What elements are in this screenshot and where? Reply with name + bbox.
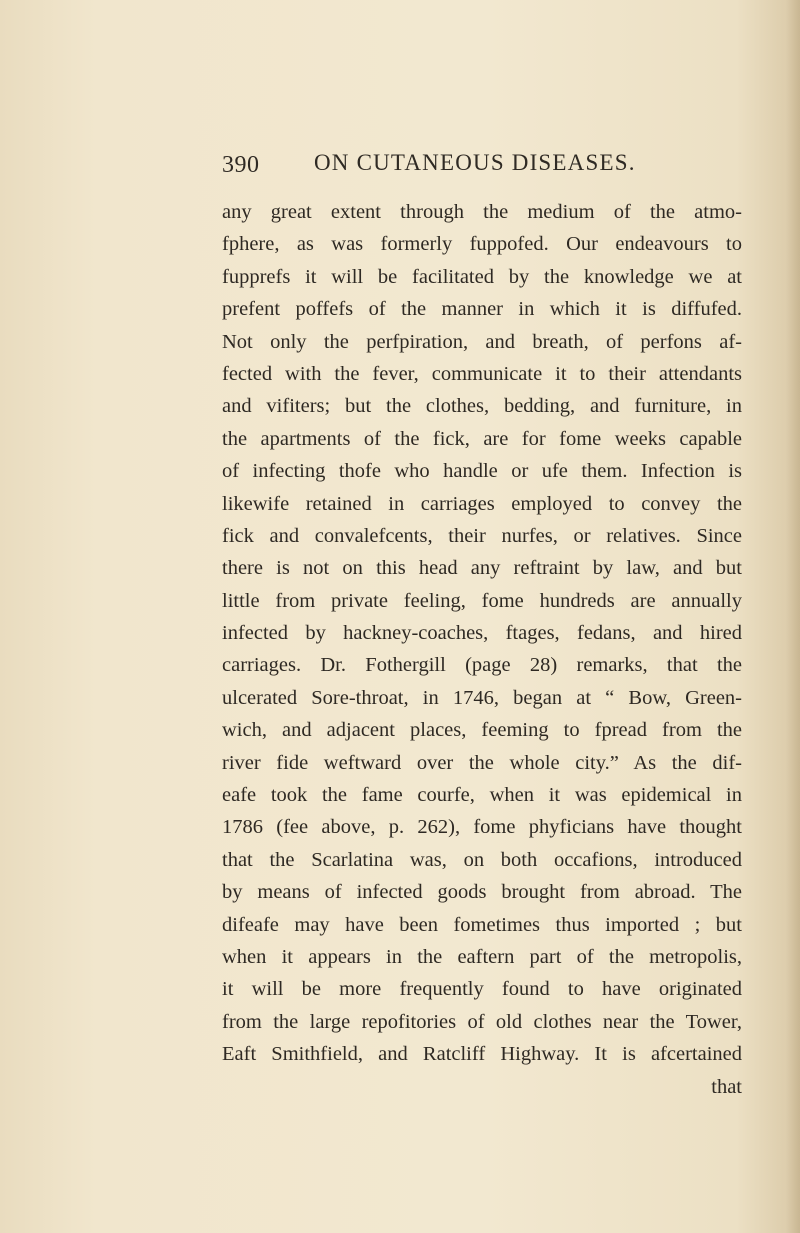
text-line: fphere, as was formerly fuppofed. Our endeavours to: [222, 233, 742, 256]
text-line: infected by hackney-coaches, ftages, fedans, and hired: [222, 622, 742, 645]
text-line: little from private feeling, fome hundreds are annually: [222, 589, 742, 612]
text-line: Not only the perfpiration, and breath, of perfons af-: [222, 330, 742, 353]
text-line: that the Scarlatina was, on both occafions, introduced: [222, 848, 742, 871]
text-line: river fide weftward over the whole city.” As the dif-: [222, 751, 742, 774]
text-line: there is not on this head any reftraint by law, and but: [222, 557, 742, 580]
text-line: eafe took the fame courfe, when it was epidemical in: [222, 784, 742, 807]
text-line: from the large repofitories of old clothes near the Tower,: [222, 1010, 742, 1033]
text-line: likewife retained in carriages employed to convey the: [222, 492, 742, 515]
page-number: 390: [222, 152, 260, 178]
text-line: the apartments of the fick, are for fome weeks capable: [222, 427, 742, 450]
text-line: carriages. Dr. Fothergill (page 28) remarks, that the: [222, 654, 742, 677]
text-line: 1786 (fee above, p. 262), fome phyficians have thought: [222, 816, 742, 839]
text-line: of infecting thofe who handle or ufe them. Infection is: [222, 460, 742, 483]
text-line: difeafe may have been fometimes thus imported ; but: [222, 913, 742, 936]
page-edge-shadow: [786, 0, 800, 1233]
text-line: fected with the fever, communicate it to their attendants: [222, 362, 742, 385]
body-text: [222, 196, 742, 1103]
text-line: Eaft Smithfield, and Ratcliff Highway. It is afcertained: [222, 1043, 742, 1066]
running-head: ON CUTANEOUS DISEASES.: [314, 150, 636, 175]
text-line: ulcerated Sore-throat, in 1746, began at “ Bow, Green-: [222, 686, 742, 709]
text-line: when it appears in the eaftern part of the metropolis,: [222, 945, 742, 968]
page-header: [222, 150, 742, 186]
text-line: fupprefs it will be facilitated by the knowledge we at: [222, 265, 742, 288]
text-line: wich, and adjacent places, feeming to fpread from the: [222, 719, 742, 742]
text-line: by means of infected goods brought from abroad. The: [222, 881, 742, 904]
text-line: it will be more frequently found to have originated: [222, 978, 742, 1001]
catchword: that: [711, 1075, 742, 1098]
text-line: fick and convalefcents, their nurfes, or relatives. Since: [222, 524, 742, 547]
text-line: prefent poffefs of the manner in which it is diffufed.: [222, 298, 742, 321]
text-line: any great extent through the medium of the atmo-: [222, 201, 742, 223]
text-line: and vifiters; but the clothes, bedding, and furniture, in: [222, 395, 742, 418]
